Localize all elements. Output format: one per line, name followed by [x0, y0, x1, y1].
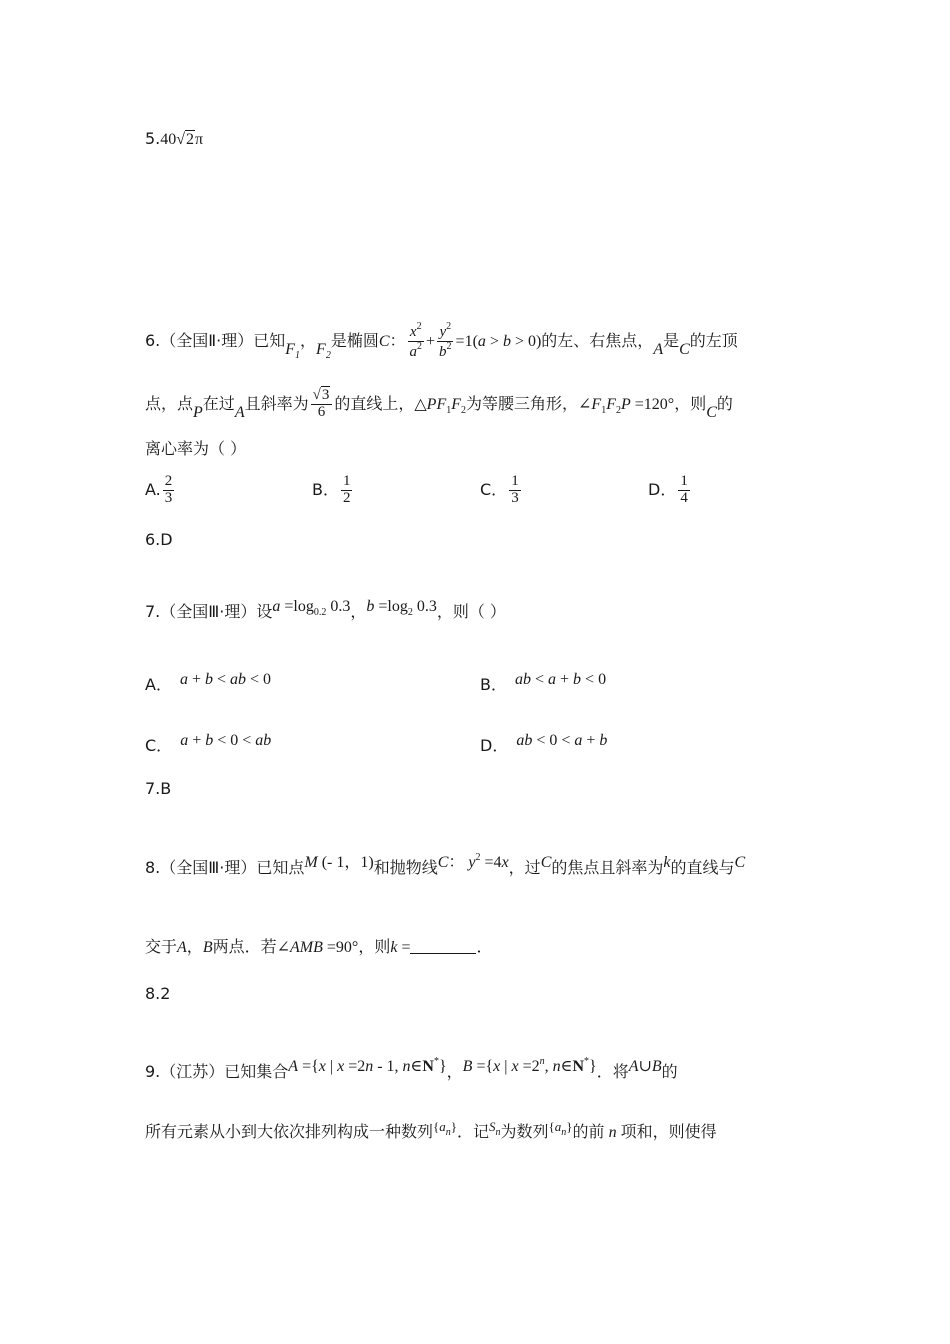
question-9-line-2: 所有元素从小到大依次排列构成一种数列$^{\{a_n\}}$．记$^{S_n}$为数列$^{\{a_n\}}$的前 n 项和，则使得: [145, 1119, 717, 1141]
question-8-line-1: 8.（全国Ⅲ·理）已知点M (- 1，1)和抛物线C： $y^2 =4x$，过C的焦点且斜率为k的直线与C: [145, 852, 746, 877]
answer-5: 5.40√2π: [145, 129, 204, 148]
answer-6: 6.D: [145, 530, 173, 549]
q6-option-b: B． $\frac{1}{2}$: [312, 473, 351, 506]
q7-option-b: B． ab < a + b < 0: [480, 671, 607, 694]
q6-option-d: D． $\frac{1}{4}$: [648, 473, 688, 506]
question-6-line-1: 6.（全国Ⅱ·理）已知$F_1$，$F_2$是椭圆C： $\frac{x^2}{a^2}$ + $\frac{y^2}{b^2}$ =1(a > b > 0)的左、右焦点，A是C的左顶: [145, 321, 738, 361]
question-6-line-3: 离心率为（ ）: [145, 439, 247, 458]
q6-option-a: A. $\frac{2}{3}$: [145, 473, 173, 506]
answer-8: 8.2: [145, 984, 171, 1003]
answer-blank[interactable]: [410, 939, 476, 954]
question-6-line-2: 点，点P在过A且斜率为 $\frac{√3}{6}$ 的直线上，$\triangle PF_1F_2$为等腰三角形，$\angle F_1F_2P =120^\circ$，则C的: [145, 387, 733, 421]
q6-option-c: C． $\frac{1}{3}$: [480, 473, 519, 506]
question-8-line-2: 交于A，B两点．若∠AMB =90°，则k = ．: [145, 937, 493, 956]
q7-option-a: A． a + b < ab < 0: [145, 671, 272, 694]
question-9-line-1: 9.（江苏）已知集合A ={x | x =2n - 1, n∈N*}，B ={x | $x =2^n$, n∈N*}．将A∪B的: [145, 1056, 678, 1081]
q7-option-c: C． a + b < 0 < ab: [145, 732, 272, 755]
q7-option-d: D． ab < 0 < a + b: [480, 732, 608, 755]
question-7: 7.（全国Ⅲ·理）设$a =\log_{0.2}$ 0.3，$b =\log_2$ 0.3，则（ ）: [145, 598, 506, 621]
answer-7: 7.B: [145, 779, 172, 798]
